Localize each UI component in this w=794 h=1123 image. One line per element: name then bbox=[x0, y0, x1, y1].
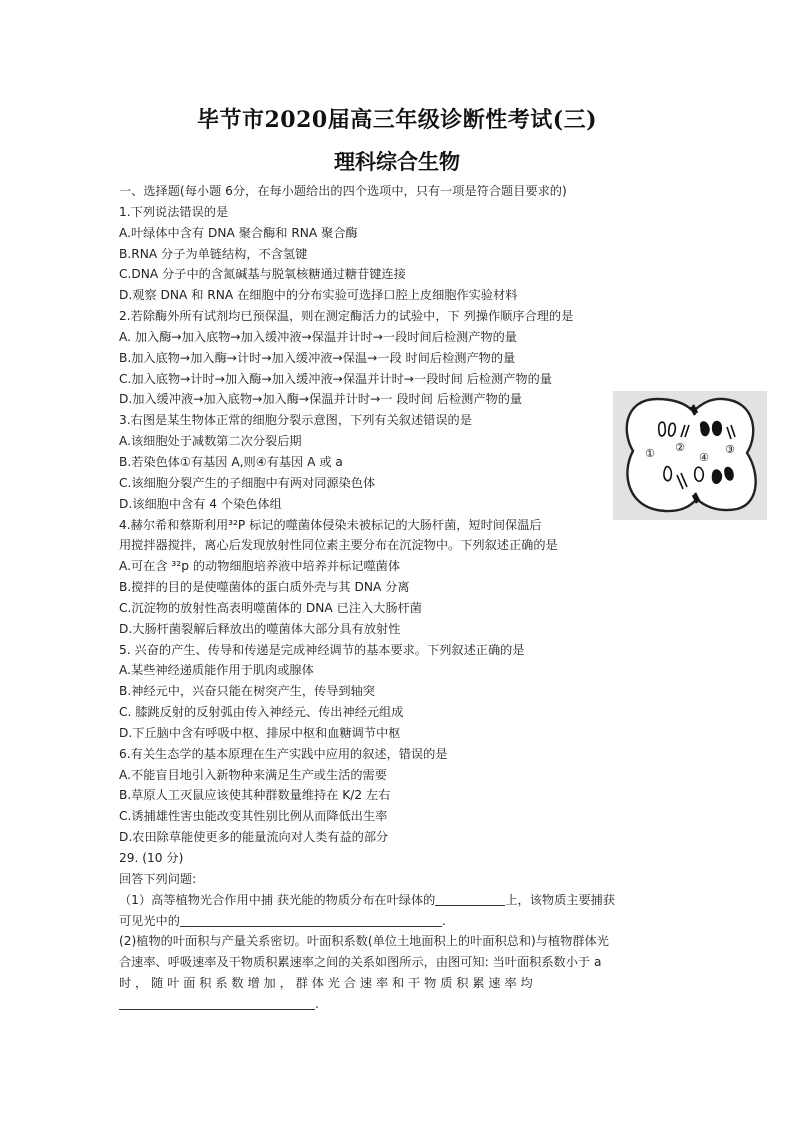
question-3-option-d: D.该细胞中含有 4 个染色体组 bbox=[119, 496, 282, 511]
exam-title: 毕节市2020届高三年级诊断性考试(三) bbox=[196, 107, 598, 133]
chromosome-lower-5 bbox=[725, 468, 733, 480]
question-29-part2-line2: 合速率、呼吸速率及干物质积累速率之间的关系如图所示，由图可知: 当叶面积系数小于 a bbox=[119, 955, 602, 970]
question-1-option-d: D.观察 DNA 和 RNA 在细胞中的分布实验可选择口腔上皮细胞作实验材料 bbox=[119, 288, 518, 303]
figure-label-4: ④ bbox=[699, 451, 709, 464]
question-29-part2-text-d: . bbox=[315, 996, 319, 1011]
exam-body bbox=[119, 181, 679, 1015]
question-1-option-a: A.叶绿体中含有 DNA 聚合酶和 RNA 聚合酶 bbox=[119, 225, 358, 240]
question-4-stem-continued: 用搅拌器搅拌，离心后发现放射性同位素主要分布在沉淀物中。下列叙述正确的是 bbox=[119, 538, 558, 553]
question-6-option-d: D.农田除草能使更多的能量流向对人类有益的部分 bbox=[119, 830, 389, 845]
question-29-part2-line3: 时 ， 随 叶 面 积 系 数 增 加 ， 群 体 光 合 速 率 和 干 物 质 积 累 速 率 均 bbox=[119, 976, 533, 991]
question-5-option-c: C. 膝跳反射的反射弧由传入神经元、传出神经元组成 bbox=[119, 705, 404, 720]
question-2-stem: 2.若除酶外所有试剂均已预保温，则在测定酶活力的试验中，下 列操作顺序合理的是 bbox=[119, 309, 574, 324]
answer-blank-2[interactable] bbox=[180, 912, 442, 927]
question-6-option-a: A.不能盲目地引入新物种来满足生产或生活的需要 bbox=[119, 767, 387, 782]
question-6-option-c: C.诱捕雄性害虫能改变其性别比例从而降低出生率 bbox=[119, 809, 388, 824]
figure-label-2: ② bbox=[675, 441, 685, 454]
question-29-part1-text-a: （1）高等植物光合作用中捕 获光能的物质分布在叶绿体的 bbox=[119, 892, 436, 907]
chromosome-upper-5 bbox=[713, 422, 722, 436]
question-4-option-b: B.搅拌的目的是使噬菌体的蛋白质外壳与其 DNA 分离 bbox=[119, 580, 410, 595]
question-3-option-b: B.若染色体①有基因 A,则④有基因 A 或 a bbox=[119, 454, 343, 469]
question-3-stem: 3.右图是某生物体正常的细胞分裂示意图，下列有关叙述错误的是 bbox=[119, 413, 472, 428]
question-5-option-d: D.下丘脑中含有呼吸中枢、排尿中枢和血糖调节中枢 bbox=[119, 725, 401, 740]
question-29-part2-line1: (2)植物的叶面积与产量关系密切。叶面积系数(单位土地面积上的叶面积总和)与植物群体光 bbox=[119, 934, 609, 949]
chromosome-lower-4 bbox=[713, 470, 722, 483]
exam-subtitle: 理科综合生物 bbox=[334, 149, 460, 174]
question-1-stem: 1.下列说法错误的是 bbox=[119, 204, 229, 219]
question-29-part1-text-d: . bbox=[441, 913, 446, 928]
section-heading: 一、选择题(每小题 6分，在每小题给出的四个选项中，只有一项是符合题目要求的) bbox=[119, 184, 567, 198]
question-5-stem: 5. 兴奋的产生、传导和传递是完成神经调节的基本要求。下列叙述正确的是 bbox=[119, 642, 525, 657]
question-29-part1-line2 bbox=[119, 911, 679, 932]
question-4-option-a: A.可在含 ³²p 的动物细胞培养液中培养并标记噬菌体 bbox=[119, 559, 401, 574]
question-5-option-b: B.神经元中，兴奋只能在树突产生，传导到轴突 bbox=[119, 684, 375, 699]
question-29-part1 bbox=[119, 890, 679, 911]
question-2-option-b: B.加入底物→加入酶→计时→加入缓冲液→保温→一段 时间后检测产物的量 bbox=[119, 350, 516, 365]
answer-blank-3[interactable] bbox=[119, 995, 315, 1010]
question-4-option-d: D.大肠杆菌裂解后释放出的噬菌体大部分具有放射性 bbox=[119, 621, 401, 636]
question-29-part2-line4 bbox=[119, 994, 679, 1015]
question-2-option-c: C.加入底物→计时→加入酶→加入缓冲液→保温并计时→一段时间 后检测产物的量 bbox=[119, 371, 552, 386]
chromosome-upper-4 bbox=[701, 422, 709, 436]
question-29-intro: 回答下列问题: bbox=[119, 871, 197, 886]
question-4-stem: 4.赫尔希和蔡斯利用³²P 标记的噬菌体侵染未被标记的大肠杆菌，短时间保温后 bbox=[119, 517, 542, 532]
figure-label-1: ① bbox=[645, 447, 655, 460]
question-29-part1-text-b: 上，该物质主要捕获 bbox=[505, 892, 616, 907]
question-5-option-a: A.某些神经递质能作用于肌肉或腺体 bbox=[119, 663, 314, 678]
question-2-option-d: D.加入缓冲液→加入底物→加入酶→保温并计时→一 段时间 后检测产物的量 bbox=[119, 392, 523, 407]
question-4-option-c: C.沉淀物的放射性高表明噬菌体的 DNA 已注入大肠杆菌 bbox=[119, 600, 422, 615]
figure-label-3: ③ bbox=[725, 443, 735, 456]
question-6-option-b: B.草原人工灭鼠应该使其种群数量维持在 K/2 左右 bbox=[119, 788, 391, 803]
question-3-option-a: A.该细胞处于减数第二次分裂后期 bbox=[119, 434, 302, 449]
question-3-option-c: C.该细胞分裂产生的子细胞中有两对同源染色体 bbox=[119, 475, 376, 490]
question-6-stem: 6.有关生态学的基本原理在生产实践中应用的叙述，错误的是 bbox=[119, 746, 448, 761]
question-29-part1-text-c: 可见光中的 bbox=[119, 913, 180, 928]
question-1-option-c: C.DNA 分子中的含氮碱基与脱氧核糖通过糖苷键连接 bbox=[119, 267, 406, 282]
question-29-number: 29. (10 分) bbox=[119, 851, 184, 865]
cell-division-diagram bbox=[613, 391, 767, 520]
question-1-option-b: B.RNA 分子为单链结构，不含氢键 bbox=[119, 246, 308, 261]
cell-division-figure bbox=[613, 391, 767, 520]
question-2-option-a: A. 加入酶→加入底物→加入缓冲液→保温并计时→一段时间后检测产物的量 bbox=[119, 329, 517, 344]
answer-blank-1[interactable] bbox=[435, 891, 505, 906]
